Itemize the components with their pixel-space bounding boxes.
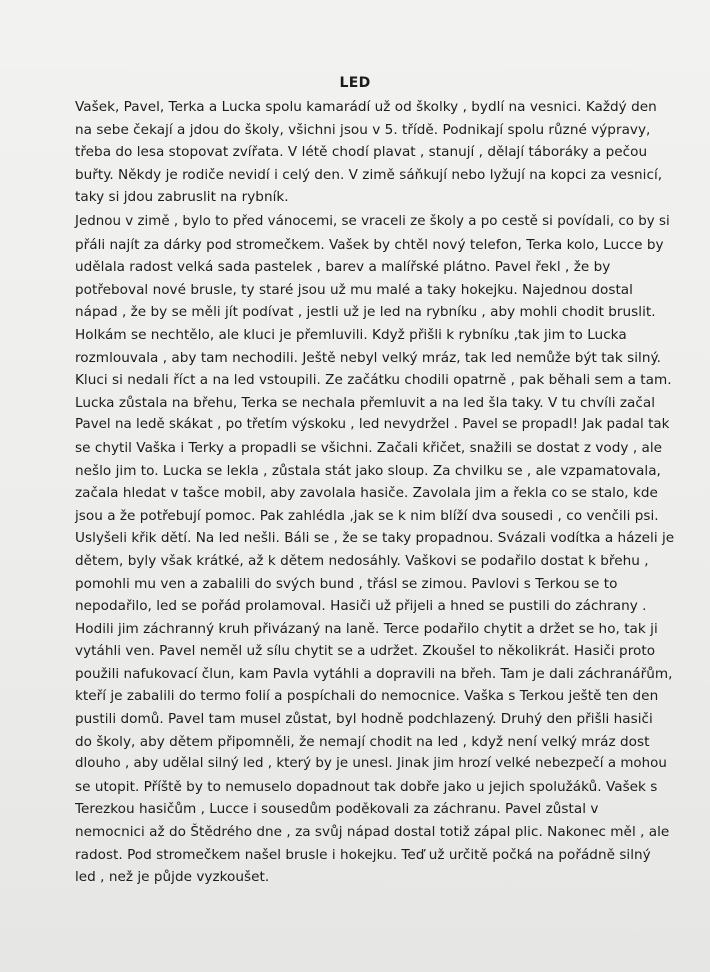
text-line: do školy, aby dětem připomněli, že nemají chodit na led , když není velký mráz dost xyxy=(75,733,650,750)
text-line: se utopit. Příště by to nemuselo dopadnout tak dobře jako u jejich spolužáků. Vašek s xyxy=(75,778,658,795)
text-line: potřeboval nové brusle, ty staré jsou už mu malé a taky hokejku. Najednou dostal xyxy=(75,281,633,298)
text-line: začala hledat v tašce mobil, aby zavolala hasiče. Zavolala jim a řekla co se stalo, kde xyxy=(75,485,658,502)
text-line: rozmlouvala , aby tam nechodili. Ještě nebyl velký mráz, tak led nemůže být tak silný. xyxy=(75,349,661,366)
text-line: buřty. Někdy je rodiče nevidí i celý den. V zimě sáňkují nebo lyžují na kopci za vesnicí, xyxy=(75,166,663,183)
text-line: Holkám se nechtělo, ale kluci je přemluvili. Když přišli k rybníku ,tak jim to Lucka xyxy=(75,326,627,343)
text-line: Jednou v zimě , bylo to před vánocemi, se vraceli ze školy a po cestě si povídali, co by si xyxy=(75,214,670,229)
paragraph-intro xyxy=(75,96,675,209)
text-line: kteří je zabalili do termo folií a pospíchali do nemocnice. Vaška s Terkou ještě ten den xyxy=(75,688,659,705)
text-line: radost. Pod stromečkem našel brusle i hokejku. Teď už určitě počká na pořádně silný xyxy=(75,846,651,863)
text-line: třeba do lesa stopovat zvířata. V létě chodí plavat , stanují , dělají táboráky a pečou xyxy=(75,144,648,161)
text-line: Pavel na ledě skákat , po třetím výskoku , led nevydržel . Pavel se propadl! Jak padal tak xyxy=(75,417,670,433)
text-line: taky si jdou zabruslit na rybník. xyxy=(75,189,289,206)
text-line: Uslyšeli křik dětí. Na led nešli. Báli se , že se taky propadnou. Svázali vodítka a házeli je xyxy=(75,530,675,547)
text-line: vytáhli ven. Pavel neměl už sílu chytit se a udržet. Zkoušel to několikrát. Hasiči proto xyxy=(75,643,656,660)
text-line: nešlo jim to. Lucka se lekla , zůstala stát jako sloup. Za chvilku se , ale vzpamatovala, xyxy=(75,462,661,479)
text-line: led , než je půjde vyzkoušet. xyxy=(75,869,270,886)
text-line: přáli najít za dárky pod stromečkem. Vašek by chtěl nový telefon, Terka kolo, Lucce by xyxy=(75,236,664,253)
text-line: Hodili jim záchranný kruh přivázaný na laně. Terce podařilo chytit a držet se ho, tak ji xyxy=(75,620,658,637)
text-line: dlouho , aby udělal silný led , který by je unesl. Jinak jim hrozí velké nebezpečí a mohou xyxy=(75,756,667,772)
text-line: se chytil Vaška i Terky a propadli se všichni. Začali křičet, snažili se dostat z vody , ale xyxy=(75,439,663,456)
text-line: jsou a že potřebují pomoc. Pak zahlédla ,jak se k nim blíží dva sousedi , co venčili psi. xyxy=(75,507,659,524)
text-line: pustili domů. Pavel tam musel zůstat, byl hodně podchlazený. Druhý den přišli hasiči xyxy=(75,711,653,728)
text-line: dětem, byly však krátké, až k dětem nedosáhly. Vaškovi se podařilo dostat k břehu , xyxy=(75,552,649,569)
text-line: použili nafukovací člun, kam Pavla vytáhli a dopravili na břeh. Tam je dali záchranářům, xyxy=(75,665,673,682)
text-line: nápad , že by se měli jít podívat , jestli už je led na rybníku , aby mohli chodit bruslit. xyxy=(75,304,656,321)
text-line: Kluci si nedali říct a na led vstoupili. Ze začátku chodili opatrně , pak běhali sem a tam. xyxy=(75,372,672,389)
text-line: nemocnici až do Štědrého dne , za svůj nápad dostal totiž zápal plic. Nakonec měl , ale xyxy=(75,824,670,841)
document-title: LED xyxy=(339,75,371,91)
text-line: Terezkou hasičům , Lucce i sousedům poděkovali za záchranu. Pavel zůstal v xyxy=(75,801,599,818)
text-line: pomohli mu ven a zabalili do svých bund , třásl se zimou. Pavlovi s Terkou se to xyxy=(75,575,618,592)
text-line: Vašek, Pavel, Terka a Lucka spolu kamarádí už od školky , bydlí na vesnici. Každý den xyxy=(75,99,657,115)
text-line: nepodařilo, led se pořád prolamoval. Hasiči už přijeli a hned se pustili do záchrany . xyxy=(75,598,647,615)
paragraph-story xyxy=(75,211,675,889)
text-line: na sebe čekají a jdou do školy, všichni jsou v 5. třídě. Podnikají spolu různé výpravy, xyxy=(75,121,651,138)
text-line: udělala radost velká sada pastelek , barev a malířské plátno. Pavel řekl , že by xyxy=(75,259,611,276)
text-line: Lucka zůstala na břehu, Terka se nechala přemluvit a na led šla taky. V tu chvíli začal xyxy=(75,394,656,411)
